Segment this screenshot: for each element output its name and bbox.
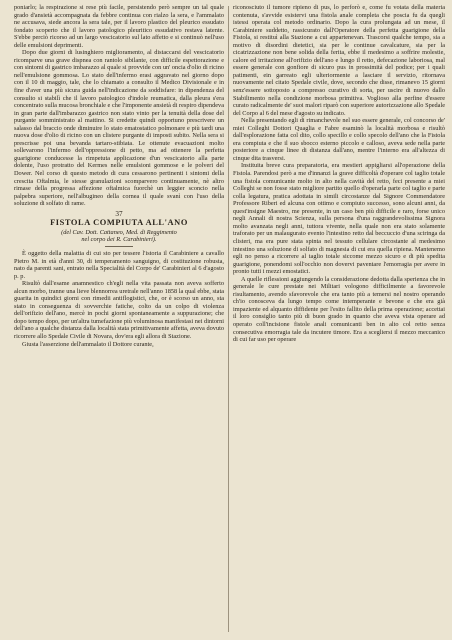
section-title: FISTOLA COMPIUTA ALL'ANO xyxy=(50,218,188,228)
column-divider xyxy=(228,6,229,632)
author-byline-continued: nel corpo dei R. Carabinieri). xyxy=(81,236,157,244)
left-column xyxy=(14,4,224,636)
author-byline: (del Cav. Dott. Cattaneo, Med. di Reggimento xyxy=(61,228,177,236)
paragraph: Nella presentando egli di rimanchevole nel suo essere generale, col concorso de' miei Colleghi Dottori Quaglia e Fabre esaminò la località morbosa e risultò dall'esplorazione fatta col dito, collo specillo e collo specolo dell'ano che la Fistola era compiuta e che il suo sbocco esterno piccolo e calloso, aveva sede nella parte posteriore a cinque linee di distanza dall'ano, mentre l'interno era all'altezza di cinque dita trasversi. xyxy=(233,117,445,162)
paragraph: Dopo due giorni di lusinghiero miglioramento, al distaccarsi del vescicatorio ricomparve una grave dispnea con rantolo sibilante, con difficile espettorazione e con sintomi di gastrico imbarazzo al quale si provvide con un' oncia d'olio di ricino nell'emulsione gommosa. Lo stato dell'infermo erasi aggravato nel giorno dopo con il 10 di maggio, tale, che lo chiamato a consulto il Medico Divisionale e in fine d'aver una più sicura guida nell'indicazione da soddisfare: in dipendenza del consulto si stabilì che il lavoro patologico d'indole reumatica, dalla pleura s'era concentrato sulla mucosa bronchiale e che l'imponente ansietà di respiro dipendeva in gran parte dall'imbarazzo gastrico non stato vinto per la tenuità della dose del purgante somministrato al mattino. Si credette quindi opportuno prescrivere un salasso dal braccio onde diminuire lo stato ematostatico polmonare e più tardi una nuova dose d'olio di ricino con un clistere purgante di imposti subito. Nella sera si prescrisse poi una bevanda tartaro-stibiata. Le ottenute evacuazioni molto sollevarono l'infermo dell'oppressione di petto, ma ad ottenere la perfetta guarigione conducesse la rimpetuta applicazione d'un vescicatorio alla parte dolente, l'uso protratto del Kermes nelle emulsioni gommose e le polveri del Dower. Nel corso di questo metodo di cura cessarono pertinenti i sintomi della crescita Oftalmia, le stesse granulazioni scomparvero continuamente, nè altro rimase della progressa affezione oftalmica fuorchè un leggier sconcio nella palpebra superiore, nell'albugineo della cornea il quale svanì con l'uso della soluzione di solfato di rame. xyxy=(14,49,224,208)
paragraph: È oggetto della malattia di cui sto per tessere l'istoria il Carabiniere a cavallo Pietro M. in età d'anni 30, di temperamento sanguigno, di costituzione robusta, nato da parenti sani, entrato nella Specialità del Corpo de' Carabinieri al 6 d'agosto p. p. xyxy=(14,249,224,280)
paragraph: poniarlo; la respirazione si rese più facile, persistendo però sempre un tal quale grado d'ansietà accompagnata da febbre continua con rialzo la sera, e l'ammalato ne accusava, siede ancora la sera tale, per il lavoro plastico del pleurico essudato fondato scoperto che il lavoro patologico pleuritico essudativo restava latente. S'ebbe perciò ricorso ad un largo vescicatorio sul lato affetto e si continuò nell'uso delle emulsioni deprimenti. xyxy=(14,4,224,49)
section-divider xyxy=(105,246,133,247)
paragraph: Instituita breve cura preparatoria, era mestieri appigliarsi all'operazione della Fistola. Parendosi però a me d'innanzi la grave difficoltà d'operare col taglio totale una fistola comunicante molto in alto nella cavità del retto, feci presente a miei Colleghi se non fosse stato migliore partito quello d'operarla parte col taglio e parte colla legatura, pratica adottata in simili circostanze dal Signore Commendatore Professore Riberi ed alcuna con ottimo e compiuto successo, sono alcuni anni, da quest'insigne Maestro, me presente, in un caso ben più difficile e raro, forse unico negli Annali di nostra Scienza, sulla persona d'una raggrandevolissima Signora molto avanzata negli anni, tuttora vivente, nella quale non era stato solamente traforato per un malaugurato evento l'intestino retto dal beccuccio d'una sciringa da clisteri, ma era pure stata spinta nel tessuto cellulare circostante al medesimo intestino una soluzione di solfato di magnesia di cui era quella ripiena. Mantenemo egli no penso a ricorrere al taglio totale siccome mezzo sicuro e di più spedita guarigione, ponendomi soll'occhio non dovervi paventare l'emorragia per avere in pronto tutti i mezzi emostatici. xyxy=(233,162,445,276)
paragraph: A quelle riflessioni aggiungendo la considerazione dedotta dalla sperienza che in generale le cure prestate nei Militari vologono difficilmente a favorevole risultamento, avendo sfavorevole che era tanto più a temersi nel nostro operando ch'io conosceva da lungo tempo come intemperante e bevone e che era già impaziente ed alquanto diffidente per l'esito fallito della prima operazione; accettai il loro consiglio tanto più di buon grado in quanto che aveva vista operare ad operato coll'incisione fistole anali comunicanti ben in alto col retto senza consecutiva emorragia tale da incutere timore. Era a scegliersi il mezzo meccanico di cui far uso per operare xyxy=(233,275,445,344)
section-number: 37 xyxy=(115,209,123,218)
paragraph: riconosciuto il tumore ripieno di pus, lo perforò e, come fu votata della materia contenuta, s'avvide esistervi una fistola anale completa che poscia fu da quegli istessi operata col metodo ordinario. Dopo la cura prolungata ad un mese, il Carabiniere suddetto, rassicurato dall'Operatore della perfetta guarigione della Fistola, si restituì alla Stazione a cui appartenevan. Trascorsi qualche tempo, sia a motivo di disordini dietetici, sia per le continue cavalcature, sia per la cicatrizzazione non bene solida della ferita, ebbe il medesimo a soffrire molestie, calore ed irritazione all'orifizio dell'ano e lungo il retto, defecazione laboriosa, mal essere generale con gonfiore di sicuro pus in prossimità del podice; per i quali patimenti, ein garreato egli ulteriormente a lasciare il servizio, ritornava nuovamente nel citato Spedale civile, dove, secondo che disse, rimanevo 15 giorni senz'essere sottoposto a compresso curativo di sorta, per uscire di nuovo dallo Stabilimento nella condizione morbosa primitiva. Voglioso alla perfine d'essere curato radicalmente de' suoi malori riparò con superiore autorizzazione allo Spedale del Corpo al 6 del mese d'agosto su indicato. xyxy=(233,4,445,117)
paragraph: Giusta l'asserzione dell'ammalato il Dottore curante, xyxy=(22,340,154,348)
paragraph: Risultò dall'esame anamnestico ch'egli nella vita passata non aveva sofferto alcun morbo, tranne una lieve blennorrea uretrale nell'anno 1858 la qual ebbe, stata guarita in quindici giorni con rimedii antiflogistici, che, or è scorso un anno, sta stato in conseguenza di sovverchie fatiche, colto da un colpo di violenza dell'orifizio dell'ano, mercè in pochi giorni spontaneamente a suppurazione; che dopo tempo dopo, per un'altra tumefazione più voluminosa manifestasi nei dintorni dell'ano a qualche distanza dalla località stata primitivamente affetta, aveva dovuto ricorrere allo Spedale Civile di Novara, dov'era egli allora di Stazione. xyxy=(14,280,224,340)
right-column xyxy=(233,4,445,636)
